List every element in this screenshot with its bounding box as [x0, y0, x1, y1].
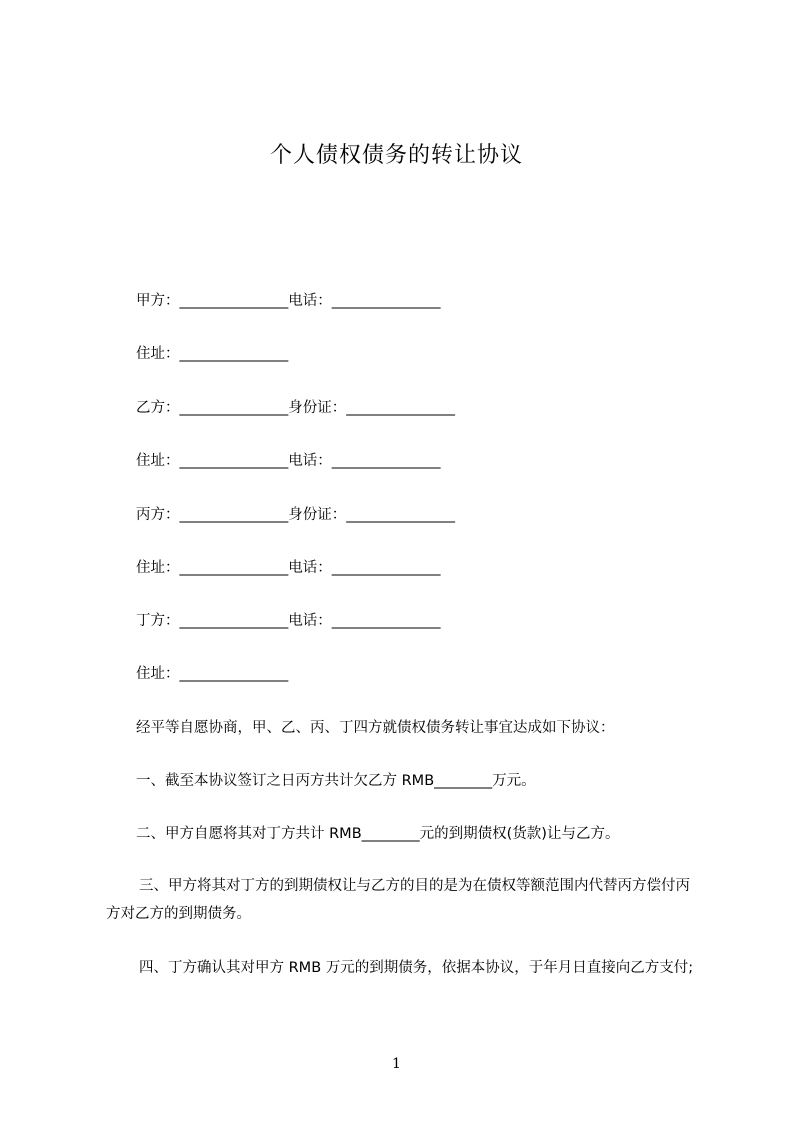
- field-party-a: 甲方：_______________电话：_______________: [136, 293, 441, 309]
- clause-4: 四、丁方确认其对甲方 RMB 万元的到期债务，依据本协议，于年月日直接向乙方支付;: [139, 960, 694, 976]
- document-title: 个人债权债务的转让协议: [269, 143, 523, 168]
- field-party-a-address: 住址：_______________: [136, 346, 289, 362]
- clause-1: 一、截至本协议签订之日丙方共计欠乙方 RMB________万元。: [136, 773, 536, 789]
- intro-paragraph: 经平等自愿协商，甲、乙、丙、丁四方就债权债务转让事宜达成如下协议：: [136, 720, 615, 736]
- clause-2: 二、甲方自愿将其对丁方共计 RMB________元的到期债权(货款)让与乙方。: [136, 826, 620, 842]
- field-party-d: 丁方：_______________电话：_______________: [136, 613, 441, 629]
- field-party-d-address: 住址：_______________: [136, 666, 289, 682]
- field-party-b: 乙方：_______________身份证：_______________: [136, 400, 455, 416]
- field-party-c: 丙方：_______________身份证：_______________: [136, 507, 455, 523]
- field-party-c-address: 住址：_______________电话：_______________: [136, 560, 441, 576]
- page-number: 1: [392, 1056, 401, 1072]
- clause-3: 三、甲方将其对丁方的到期债权让与乙方的目的是为在债权等额范围内代替丙方偿付丙方对乙方的到期债务。: [106, 878, 690, 922]
- field-party-b-address: 住址：_______________电话：_______________: [136, 453, 441, 469]
